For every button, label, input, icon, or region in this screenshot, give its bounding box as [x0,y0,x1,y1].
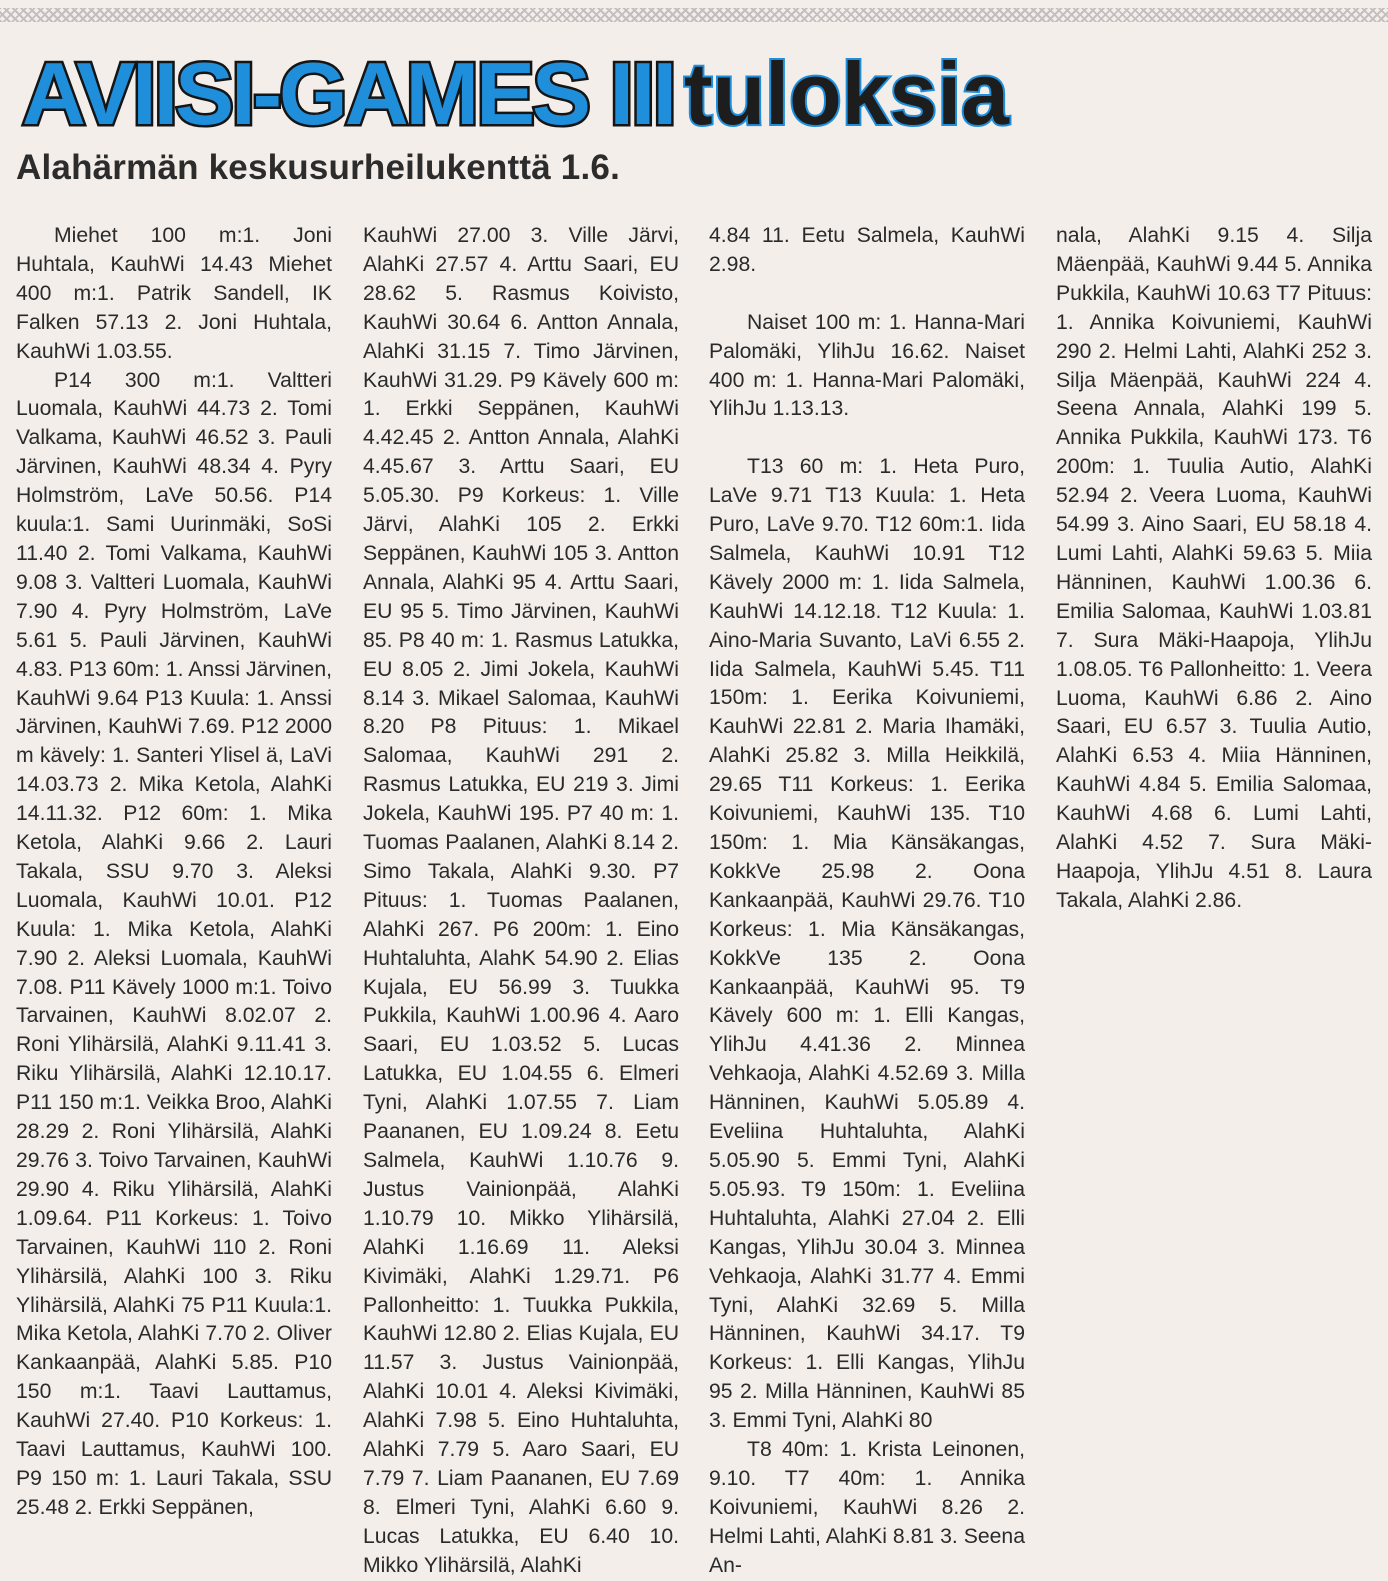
decorative-top-border [0,8,1388,22]
column-2 [363,222,679,1581]
column-3 [709,222,1025,1581]
column-4-paragraph-1: nala, AlahKi 9.15 4. Silja Mäenpää, KauhWi 9.44 5. Annika Pukkila, KauhWi 10.63 T7 Pituus: 1. Annika Koivuniemi, KauhWi 290 2. Helmi Lahti, AlahKi 252 3. Silja Mäenpää, KauhWi 224 4. Seena Annala, AlahKi 199 5. Annika Pukkila, KauhWi 173. T6 200m: 1. Tuulia Autio, AlahKi 52.94 2. Veera Luoma, KauhWi 54.99 3. Aino Saari, EU 58.18 4. Lumi Lahti, AlahKi 59.63 5. Miia Hänninen, KauhWi 1.00.36 6. Emilia Salomaa, KauhWi 1.03.81 7. Sura Mäki-Haapoja, YlihJu 1.08.05. T6 Pallonheitto: 1. Veera Luoma, KauhWi 6.86 2. Aino Saari, EU 6.57 3. Tuulia Autio, AlahKi 6.53 4. Miia Hänninen, KauhWi 4.84 5. Emilia Salomaa, KauhWi 4.68 6. Lumi Lahti, AlahKi 4.52 7. Sura Mäki-Haapoja, YlihJu 4.51 8. Laura Takala, AlahKi 2.86. [1056,224,1372,912]
column-2-paragraph-1: KauhWi 27.00 3. Ville Järvi, AlahKi 27.57 4. Arttu Saari, EU 28.62 5. Rasmus Koivisto, KauhWi 30.64 6. Antton Annala, AlahKi 31.15 7. Timo Järvinen, KauhWi 31.29. P9 Kävely 600 m: 1. Erkki Seppänen, KauhWi 4.42.45 2. Antton Annala, AlahKi 4.45.67 3. Arttu Saari, EU 5.05.30. P9 Korkeus: 1. Ville Järvi, AlahKi 105 2. Erkki Seppänen, KauhWi 105 3. Antton Annala, AlahKi 95 4. Arttu Saari, EU 95 5. Timo Järvinen, KauhWi 85. P8 40 m: 1. Rasmus Latukka, EU 8.05 2. Jimi Jokela, KauhWi 8.14 3. Mikael Salomaa, KauhWi 8.20 P8 Pituus: 1. Mikael Salomaa, KauhWi 291 2. Rasmus Latukka, EU 219 3. Jimi Jokela, KauhWi 195. P7 40 m: 1. Tuomas Paalanen, AlahKi 8.14 2. Simo Takala, AlahKi 9.30. P7 Pituus: 1. Tuomas Paalanen, AlahKi 267. P6 200m: 1. Eino Huhtaluhta, AlahK 54.90 2. Elias Kujala, EU 56.99 3. Tuukka Pukkila, KauhWi 1.00.96 4. Aaro Saari, EU 1.03.52 5. Lucas Latukka, EU 1.04.55 6. Elmeri Tyni, AlahKi 1.07.55 7. Liam Paananen, EU 1.09.24 8. Eetu Salmela, KauhWi 1.10.76 9. Justus Vainionpää, AlahKi 1.10.79 10. Mikko Ylihärsilä, AlahKi 1.16.69 11. Aleksi Kivimäki, AlahKi 1.29.71. P6 Pallonheitto: 1. Tuukka Pukkila, KauhWi 12.80 2. Elias Kujala, EU 11.57 3. Justus Vainionpää, AlahKi 10.01 4. Aleksi Kivimäki, AlahKi 7.98 5. Eino Huhtaluhta, AlahKi 7.79 5. Aaro Saari, EU 7.79 7. Liam Paananen, EU 7.69 8. Elmeri Tyni, AlahKi 6.60 9. Lucas Latukka, EU 6.40 10. Mikko Ylihärsilä, AlahKi [363,224,679,1577]
column-3-paragraph-3: T13 60 m: 1. Heta Puro, LaVe 9.71 T13 Kuula: 1. Heta Puro, LaVe 9.70. T12 60m:1. Iida Salmela, KauhWi 10.91 T12 Kävely 2000 m: 1. Iida Salmela, KauhWi 14.12.18. T12 Kuula: 1. Aino-Maria Suvanto, LaVi 6.55 2. Iida Salmela, KauhWi 5.45. T11 150m: 1. Eerika Koivuniemi, KauhWi 22.81 2. Maria Ihamäki, AlahKi 25.82 3. Milla Heikkilä, 29.65 T11 Korkeus: 1. Eerika Koivuniemi, KauhWi 135. T10 150m: 1. Mia Känsäkangas, KokkVe 25.98 2. Oona Kankaanpää, KauhWi 29.76. T10 Korkeus: 1. Mia Känsäkangas, KokkVe 135 2. Oona Kankaanpää, KauhWi 95. T9 Kävely 600 m: 1. Elli Kangas, YlihJu 4.41.36 2. Minnea Vehkaoja, AlahKi 4.52.69 3. Milla Hänninen, KauhWi 5.05.89 4. Eveliina Huhtaluhta, AlahKi 5.05.90 5. Emmi Tyni, AlahKi 5.05.93. T9 150m: 1. Eveliina Huhtaluhta, AlahKi 27.04 2. Elli Kangas, YlihJu 30.04 3. Minnea Vehkaoja, AlahKi 31.77 4. Emmi Tyni, AlahKi 32.69 5. Milla Hänninen, KauhWi 34.17. T9 Korkeus: 1. Elli Kangas, YlihJu 95 2. Milla Hänninen, KauhWi 85 3. Emmi Tyni, AlahKi 80 [709,455,1025,1433]
column-3-paragraph-1: 4.84 11. Eetu Salmela, KauhWi 2.98. [709,224,1025,276]
headline [8,44,1018,144]
column-3-paragraph-4: T8 40m: 1. Krista Leinonen, 9.10. T7 40m: 1. Annika Koivuniemi, KauhWi 8.26 2. Helmi Lahti, AlahKi 8.81 3. Seena An- [709,1438,1025,1577]
column-3-paragraph-2: Naiset 100 m: 1. Hanna-Mari Palomäki, YlihJu 16.62. Naiset 400 m: 1. Hanna-Mari Palomäki, YlihJu 1.13.13. [709,310,1025,421]
column-1 [16,222,332,1523]
column-4 [1056,222,1372,916]
headline-dark-text: tuloksia [684,44,1011,143]
column-1-paragraph-1: Miehet 100 m:1. Joni Huhtala, KauhWi 14.43 Miehet 400 m:1. Patrik Sandell, IK Falken 57.13 2. Joni Huhtala, KauhWi 1.03.55. [16,224,332,363]
article-body [16,222,1376,1577]
subheadline: Alahärmän keskusurheilukenttä 1.6. [16,148,620,187]
column-1-paragraph-2: P14 300 m:1. Valtteri Luomala, KauhWi 44.73 2. Tomi Valkama, KauhWi 46.52 3. Pauli Järvinen, KauhWi 48.34 4. Pyry Holmström, LaVe 50.56. P14 kuula:1. Sami Uurinmäki, SoSi 11.40 2. Tomi Valkama, KauhWi 9.08 3. Valtteri Luomala, KauhWi 7.90 4. Pyry Holmström, LaVe 5.61 5. Pauli Järvinen, KauhWi 4.83. P13 60m: 1. Anssi Järvinen, KauhWi 9.64 P13 Kuula: 1. Anssi Järvinen, KauhWi 7.69. P12 2000 m kävely: 1. Santeri Ylisel ä, LaVi 14.03.73 2. Mika Ketola, AlahKi 14.11.32. P12 60m: 1. Mika Ketola, AlahKi 9.66 2. Lauri Takala, SSU 9.70 3. Aleksi Luomala, KauhWi 10.01. P12 Kuula: 1. Mika Ketola, AlahKi 7.90 2. Aleksi Luomala, KauhWi 7.08. P11 Kävely 1000 m:1. Toivo Tarvainen, KauhWi 8.02.07 2. Roni Ylihärsilä, AlahKi 9.11.41 3. Riku Ylihärsilä, AlahKi 12.10.17. P11 150 m:1. Veikka Broo, AlahKi 28.29 2. Roni Ylihärsilä, AlahKi 29.76 3. Toivo Tarvainen, KauhWi 29.90 4. Riku Ylihärsilä, AlahKi 1.09.64. P11 Korkeus: 1. Toivo Tarvainen, KauhWi 110 2. Roni Ylihärsilä, AlahKi 100 3. Riku Ylihärsilä, AlahKi 75 P11 Kuula:1. Mika Ketola, AlahKi 7.70 2. Oliver Kankaanpää, AlahKi 5.85. P10 150 m:1. Taavi Lauttamus, KauhWi 27.40. P10 Korkeus: 1. Taavi Lauttamus, KauhWi 100. P9 150 m: 1. Lauri Takala, SSU 25.48 2. Erkki Seppänen, [16,368,332,1519]
headline-blue-text: AVIISI-GAMES III [22,44,674,143]
